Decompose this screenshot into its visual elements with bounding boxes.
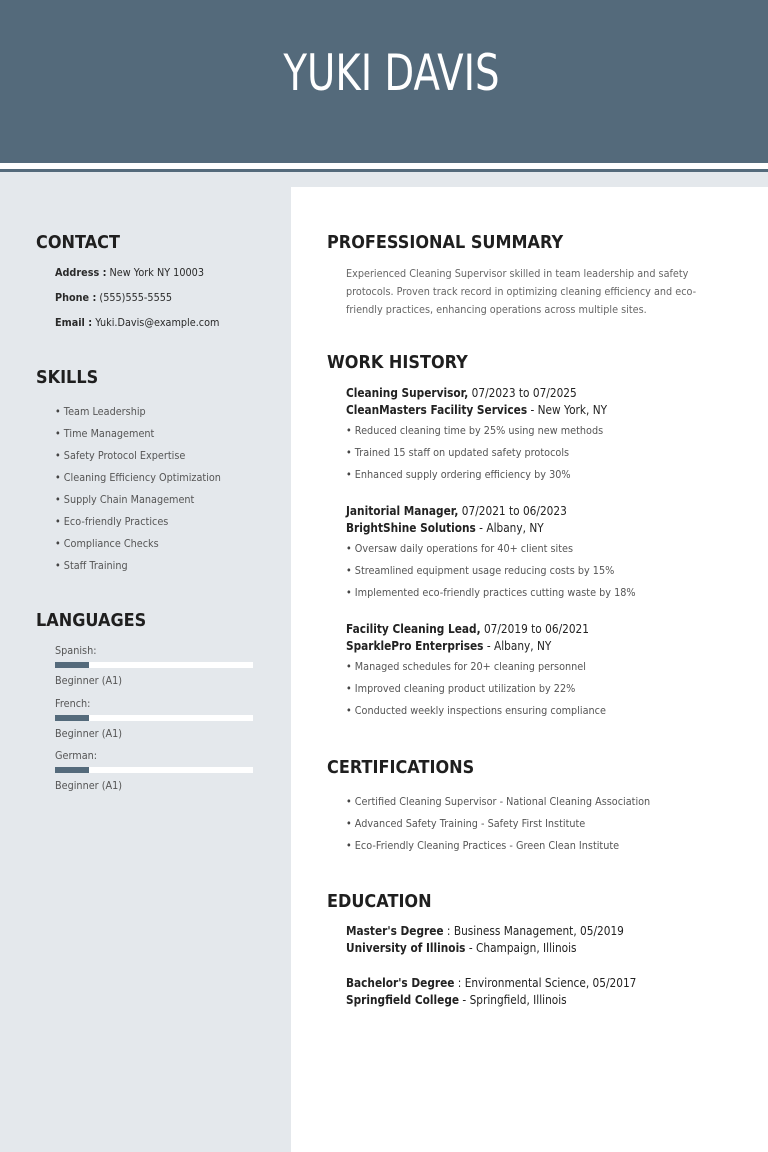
degree-name: Master's Degree: [346, 924, 444, 938]
job-dates: 07/2023 to 07/2025: [468, 386, 577, 400]
skills-heading: SKILLS: [36, 368, 99, 388]
contact-heading: CONTACT: [36, 233, 120, 253]
job-company-line: [346, 638, 716, 655]
job-company: SparklePro Enterprises: [346, 639, 484, 653]
job-bullet: • Implemented eco-friendly practices cutting waste by 18%: [346, 585, 716, 607]
job-role: Janitorial Manager,: [346, 504, 459, 518]
language-level: Beginner (A1): [55, 779, 123, 792]
school-location: - Champaign, Illinois: [465, 941, 577, 955]
job-bullet: • Conducted weekly inspections ensuring compliance: [346, 703, 716, 725]
language-name: German:: [55, 749, 98, 762]
school-line: [346, 940, 716, 957]
job-title-line: [346, 621, 716, 638]
job-title-line: [346, 503, 716, 520]
top-strip: [291, 172, 768, 187]
address-value: New York NY 10003: [109, 266, 204, 279]
certifications-list: [346, 794, 692, 860]
job-company: BrightShine Solutions: [346, 521, 476, 535]
job-entry: [346, 503, 766, 607]
skill-item: • Compliance Checks: [55, 536, 221, 558]
language-level: Beginner (A1): [55, 727, 123, 740]
job-location: - Albany, NY: [475, 521, 544, 535]
contact-email: [55, 316, 219, 329]
contact-phone: [55, 291, 172, 304]
job-bullets: [346, 659, 766, 725]
skill-item: • Time Management: [55, 426, 221, 448]
job-company: CleanMasters Facility Services: [346, 403, 528, 417]
language-proficiency-bar: [55, 767, 253, 773]
job-bullet: • Streamlined equipment usage reducing costs by 15%: [346, 563, 716, 585]
job-location: - Albany, NY: [483, 639, 552, 653]
contact-address: [55, 266, 204, 279]
certification-item: • Certified Cleaning Supervisor - National Cleaning Association: [346, 794, 650, 816]
email-value: Yuki.Davis@example.com: [95, 316, 220, 329]
certification-item: • Eco-Friendly Cleaning Practices - Green Clean Institute: [346, 838, 650, 860]
degree-field: : Business Management, 05/2019: [443, 924, 624, 938]
skill-item: • Supply Chain Management: [55, 492, 221, 514]
job-bullet: • Oversaw daily operations for 40+ client sites: [346, 541, 716, 563]
degree-name: Bachelor's Degree: [346, 976, 455, 990]
school-location: - Springfield, Illinois: [459, 993, 567, 1007]
language-entry: [55, 749, 253, 792]
certifications-heading: CERTIFICATIONS: [327, 758, 475, 778]
job-bullet: • Improved cleaning product utilization by 22%: [346, 681, 716, 703]
skill-item: • Eco-friendly Practices: [55, 514, 221, 536]
language-entry: [55, 644, 253, 687]
job-role: Cleaning Supervisor,: [346, 386, 469, 400]
phone-value: (555)555-5555: [99, 291, 173, 304]
education-entry: [346, 975, 766, 1009]
language-entry: [55, 697, 253, 740]
school-name: University of Illinois: [346, 941, 466, 955]
language-proficiency-bar: [55, 662, 253, 668]
language-proficiency-fill: [55, 767, 89, 773]
education-heading: EDUCATION: [327, 892, 432, 912]
skill-item: • Cleaning Efficiency Optimization: [55, 470, 221, 492]
language-proficiency-fill: [55, 662, 89, 668]
skills-list: [55, 404, 244, 580]
work-history-heading: WORK HISTORY: [327, 353, 468, 373]
degree-line: [346, 975, 716, 992]
job-entry: [346, 621, 766, 725]
language-proficiency-fill: [55, 715, 89, 721]
language-name: Spanish:: [55, 644, 97, 657]
language-proficiency-bar: [55, 715, 253, 721]
job-entry: [346, 385, 766, 489]
skill-item: • Team Leadership: [55, 404, 221, 426]
job-bullet: • Reduced cleaning time by 25% using new methods: [346, 423, 716, 445]
job-bullet: • Trained 15 staff on updated safety protocols: [346, 445, 716, 467]
languages-heading: LANGUAGES: [36, 611, 147, 631]
job-bullets: [346, 423, 766, 489]
job-dates: 07/2019 to 06/2021: [480, 622, 590, 636]
certification-item: • Advanced Safety Training - Safety First Institute: [346, 816, 650, 838]
degree-field: : Environmental Science, 05/2017: [454, 976, 637, 990]
language-level: Beginner (A1): [55, 674, 123, 687]
address-label: Address :: [55, 266, 107, 279]
degree-line: [346, 923, 716, 940]
candidate-name: YUKI DAVIS: [283, 44, 500, 102]
job-dates: 07/2021 to 06/2023: [458, 504, 567, 518]
job-location: - New York, NY: [527, 403, 608, 417]
job-role: Facility Cleaning Lead,: [346, 622, 481, 636]
job-bullet: • Managed schedules for 20+ cleaning personnel: [346, 659, 716, 681]
education-entry: [346, 923, 766, 957]
email-label: Email :: [55, 316, 93, 329]
job-bullets: [346, 541, 766, 607]
job-company-line: [346, 402, 716, 419]
job-company-line: [346, 520, 716, 537]
summary-heading: PROFESSIONAL SUMMARY: [327, 233, 564, 253]
job-title-line: [346, 385, 716, 402]
school-name: Springfield College: [346, 993, 460, 1007]
summary-text: Experienced Cleaning Supervisor skilled in team leadership and safety protocols. Proven track record in optimizing cleaning efficiency and eco-friendly practices, enhancing operations across multiple sites.: [346, 267, 697, 316]
skill-item: • Safety Protocol Expertise: [55, 448, 221, 470]
skill-item: • Staff Training: [55, 558, 221, 580]
job-bullet: • Enhanced supply ordering efficiency by 30%: [346, 467, 716, 489]
language-name: French:: [55, 697, 91, 710]
phone-label: Phone :: [55, 291, 97, 304]
school-line: [346, 992, 716, 1009]
